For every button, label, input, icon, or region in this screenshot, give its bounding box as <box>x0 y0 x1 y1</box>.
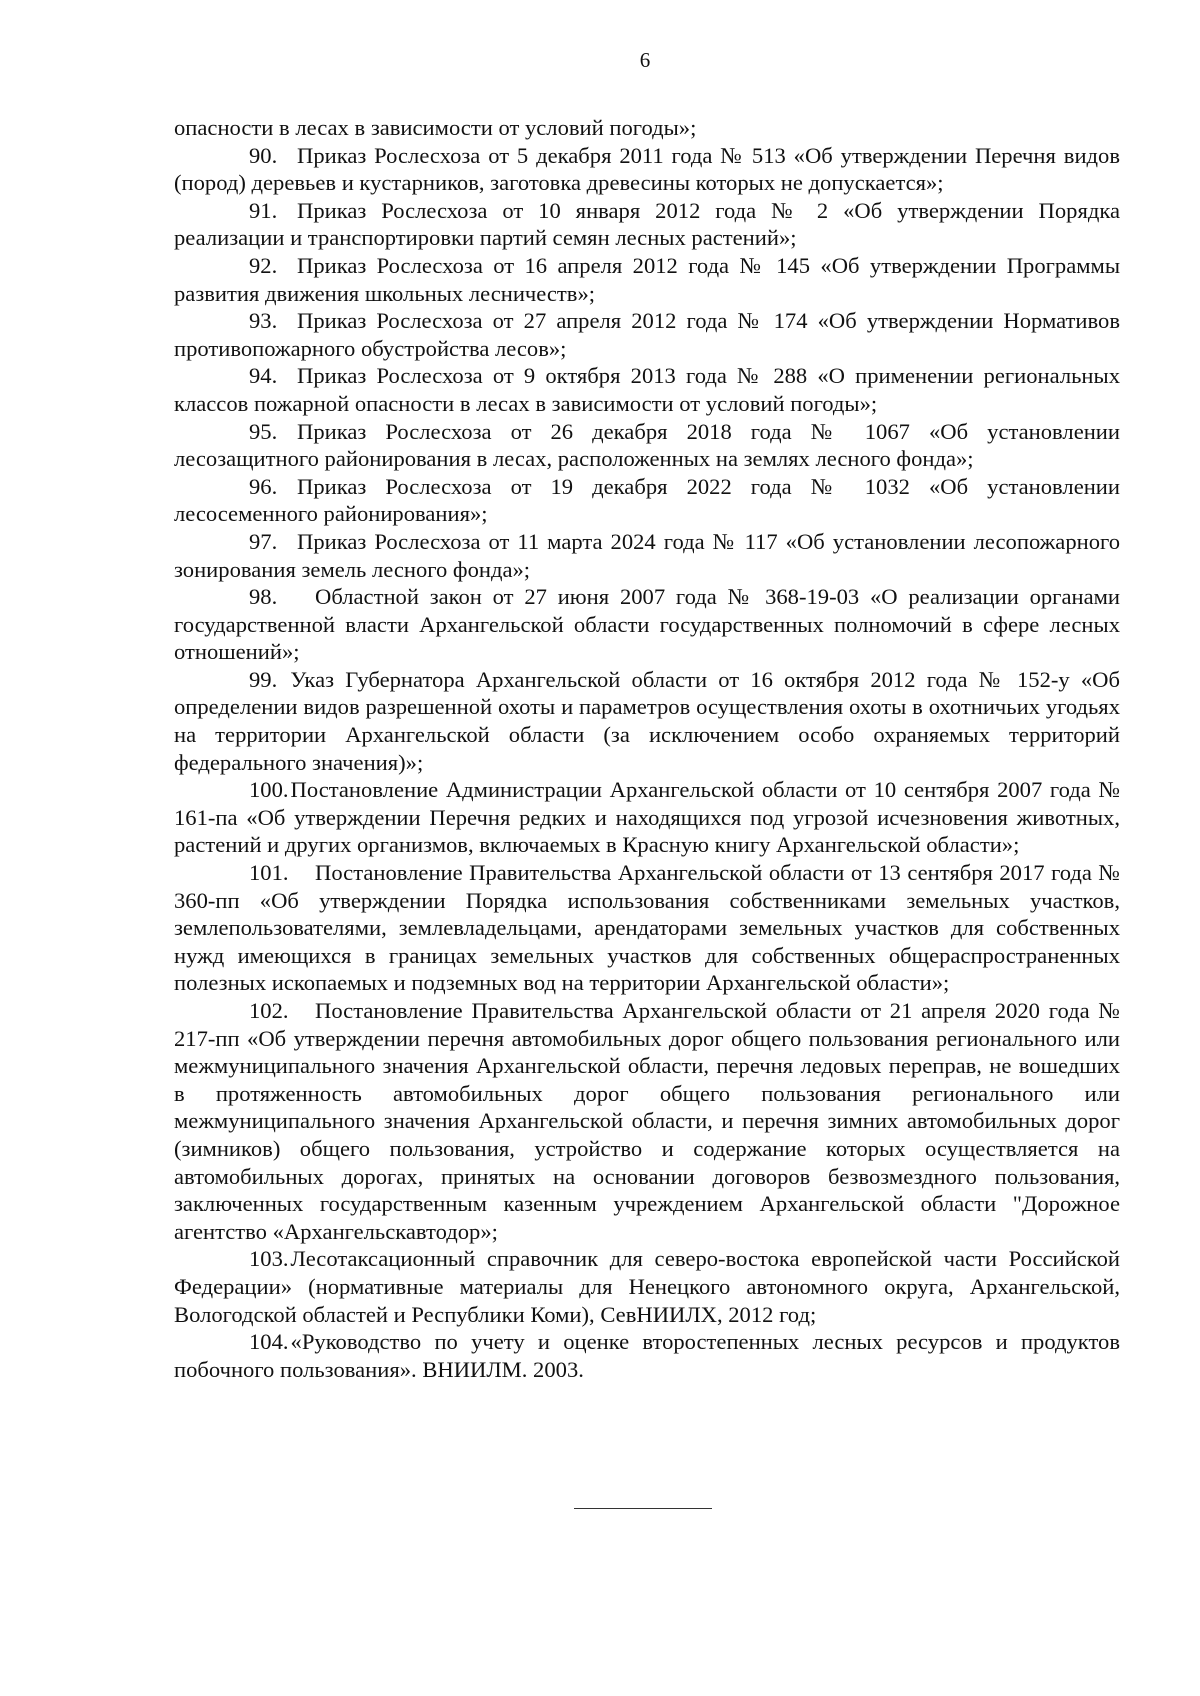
end-of-document-rule <box>574 1508 712 1509</box>
item-text: Постановление Правительства Архангельской области от 13 сентября 2017 года № 360-пп «Об утверждении Порядка использования собственниками земельных участков, землепользователями, землевладельцами, арендаторами земельных участков для собственных нужд имеющихся в границах земельных участков для собственных общераспространенных полезных ископаемых и подземных вод на территории Архангельской области»; <box>174 860 1120 996</box>
item-number: 100. <box>249 777 289 803</box>
item-text: Приказ Рослесхоза от 9 октября 2013 года № 288 «О применении региональных классов пожарной опасности в лесах в зависимости от условий погоды»; <box>174 363 1120 416</box>
item-number: 96. <box>249 473 278 499</box>
list-item <box>174 776 1120 859</box>
item-number: 93. <box>249 308 278 334</box>
item-number: 92. <box>249 252 278 278</box>
item-number: 98. <box>249 584 278 610</box>
item-number: 103. <box>249 1246 289 1272</box>
item-number: 90. <box>249 142 278 168</box>
item-number: 91. <box>249 197 278 223</box>
paragraph-continuation <box>174 114 1120 142</box>
list-item <box>174 252 1120 307</box>
item-number: 101. <box>249 860 289 886</box>
item-text: Приказ Рослесхоза от 10 января 2012 года № 2 «Об утверждении Порядка реализации и транспортировки партий семян лесных растений»; <box>174 197 1120 251</box>
item-text: Приказ Рослесхоза от 27 апреля 2012 года № 174 «Об утверждении Нормативов противопожарного обустройства лесов»; <box>174 308 1120 361</box>
list-item <box>174 307 1120 362</box>
item-text: Приказ Рослесхоза от 5 декабря 2011 года № 513 «Об утверждении Перечня видов (пород) деревьев и кустарников, заготовка древесины которых не допускается»; <box>174 142 1120 196</box>
item-number: 94. <box>249 363 278 389</box>
list-item <box>174 583 1120 666</box>
page-number: 6 <box>639 48 651 72</box>
item-number: 104. <box>249 1329 289 1355</box>
list-item <box>174 997 1120 1245</box>
list-item <box>174 859 1120 997</box>
item-text: Лесотаксационный справочник для северо-востока европейской части Российской Федерации» (нормативные материалы для Ненецкого автономного округа, Архангельской, Вологодской областей и Республики Коми), СевНИИЛХ, 2012 год; <box>174 1246 1120 1327</box>
list-item <box>174 418 1120 473</box>
item-text: Приказ Рослесхоза от 19 декабря 2022 года № 1032 «Об установлении лесосеменного районирования»; <box>174 473 1120 527</box>
list-item <box>174 528 1120 583</box>
list-item <box>174 666 1120 776</box>
item-number: 95. <box>249 418 278 444</box>
list-item <box>174 1245 1120 1328</box>
item-text: Указ Губернатора Архангельской области от 16 октября 2012 года № 152-у «Об определении видов разрешенной охоты и параметров осуществления охоты в охотничьих угодьях на территории Архангельской области (за исключением особо охраняемых территорий федерального значения)»; <box>174 666 1120 775</box>
list-item <box>174 142 1120 197</box>
item-text: Постановление Правительства Архангельской области от 21 апреля 2020 года № 217-пп «Об утверждении перечня автомобильных дорог общего пользования регионального или межмуниципального значения Архангельской области, перечня ледовых переправ, не вошедших в протяженность автомобильных дорог общего пользования регионального или межмуниципального значения Архангельской области, и перечня зимних автомобильных дорог (зимников) общего пользования, устройство и содержание которых осуществляется на автомобильных дорогах, принятых на основании договоров безвозмездного пользования, заключенных государственным казенным учреждением Архангельской области "Дорожное агентство «Архангельскавтодор»; <box>174 998 1120 1244</box>
item-number: 102. <box>249 998 289 1023</box>
item-text: Приказ Рослесхоза от 16 апреля 2012 года № 145 «Об утверждении Программы развития движения школьных лесничеств»; <box>174 252 1120 306</box>
document-body <box>174 114 1120 1383</box>
item-number: 97. <box>249 528 278 554</box>
item-number: 99. <box>249 666 278 692</box>
list-item <box>174 473 1120 528</box>
list-item <box>174 197 1120 252</box>
item-text: Постановление Администрации Архангельской области от 10 сентября 2007 года № 161-па «Об утверждении Перечня редких и находящихся под угрозой исчезновения животных, растений и других организмов, включаемых в Красную книгу Архангельской области»; <box>174 777 1120 858</box>
item-text: Приказ Рослесхоза от 11 марта 2024 года № 117 «Об установлении лесопожарного зонирования земель лесного фонда»; <box>174 528 1120 582</box>
list-item <box>174 362 1120 417</box>
paragraph-text: опасности в лесах в зависимости от условий погоды»; <box>174 115 697 140</box>
list-item <box>174 1328 1120 1383</box>
item-text: «Руководство по учету и оценке второстепенных лесных ресурсов и продуктов побочного пользования». ВНИИЛМ. 2003. <box>174 1329 1120 1382</box>
item-text: Областной закон от 27 июня 2007 года № 368-19-03 «О реализации органами государственной власти Архангельской области государственных полномочий в сфере лесных отношений»; <box>174 584 1120 665</box>
item-text: Приказ Рослесхоза от 26 декабря 2018 года № 1067 «Об установлении лесозащитного районирования в лесах, расположенных на землях лесного фонда»; <box>174 418 1120 472</box>
